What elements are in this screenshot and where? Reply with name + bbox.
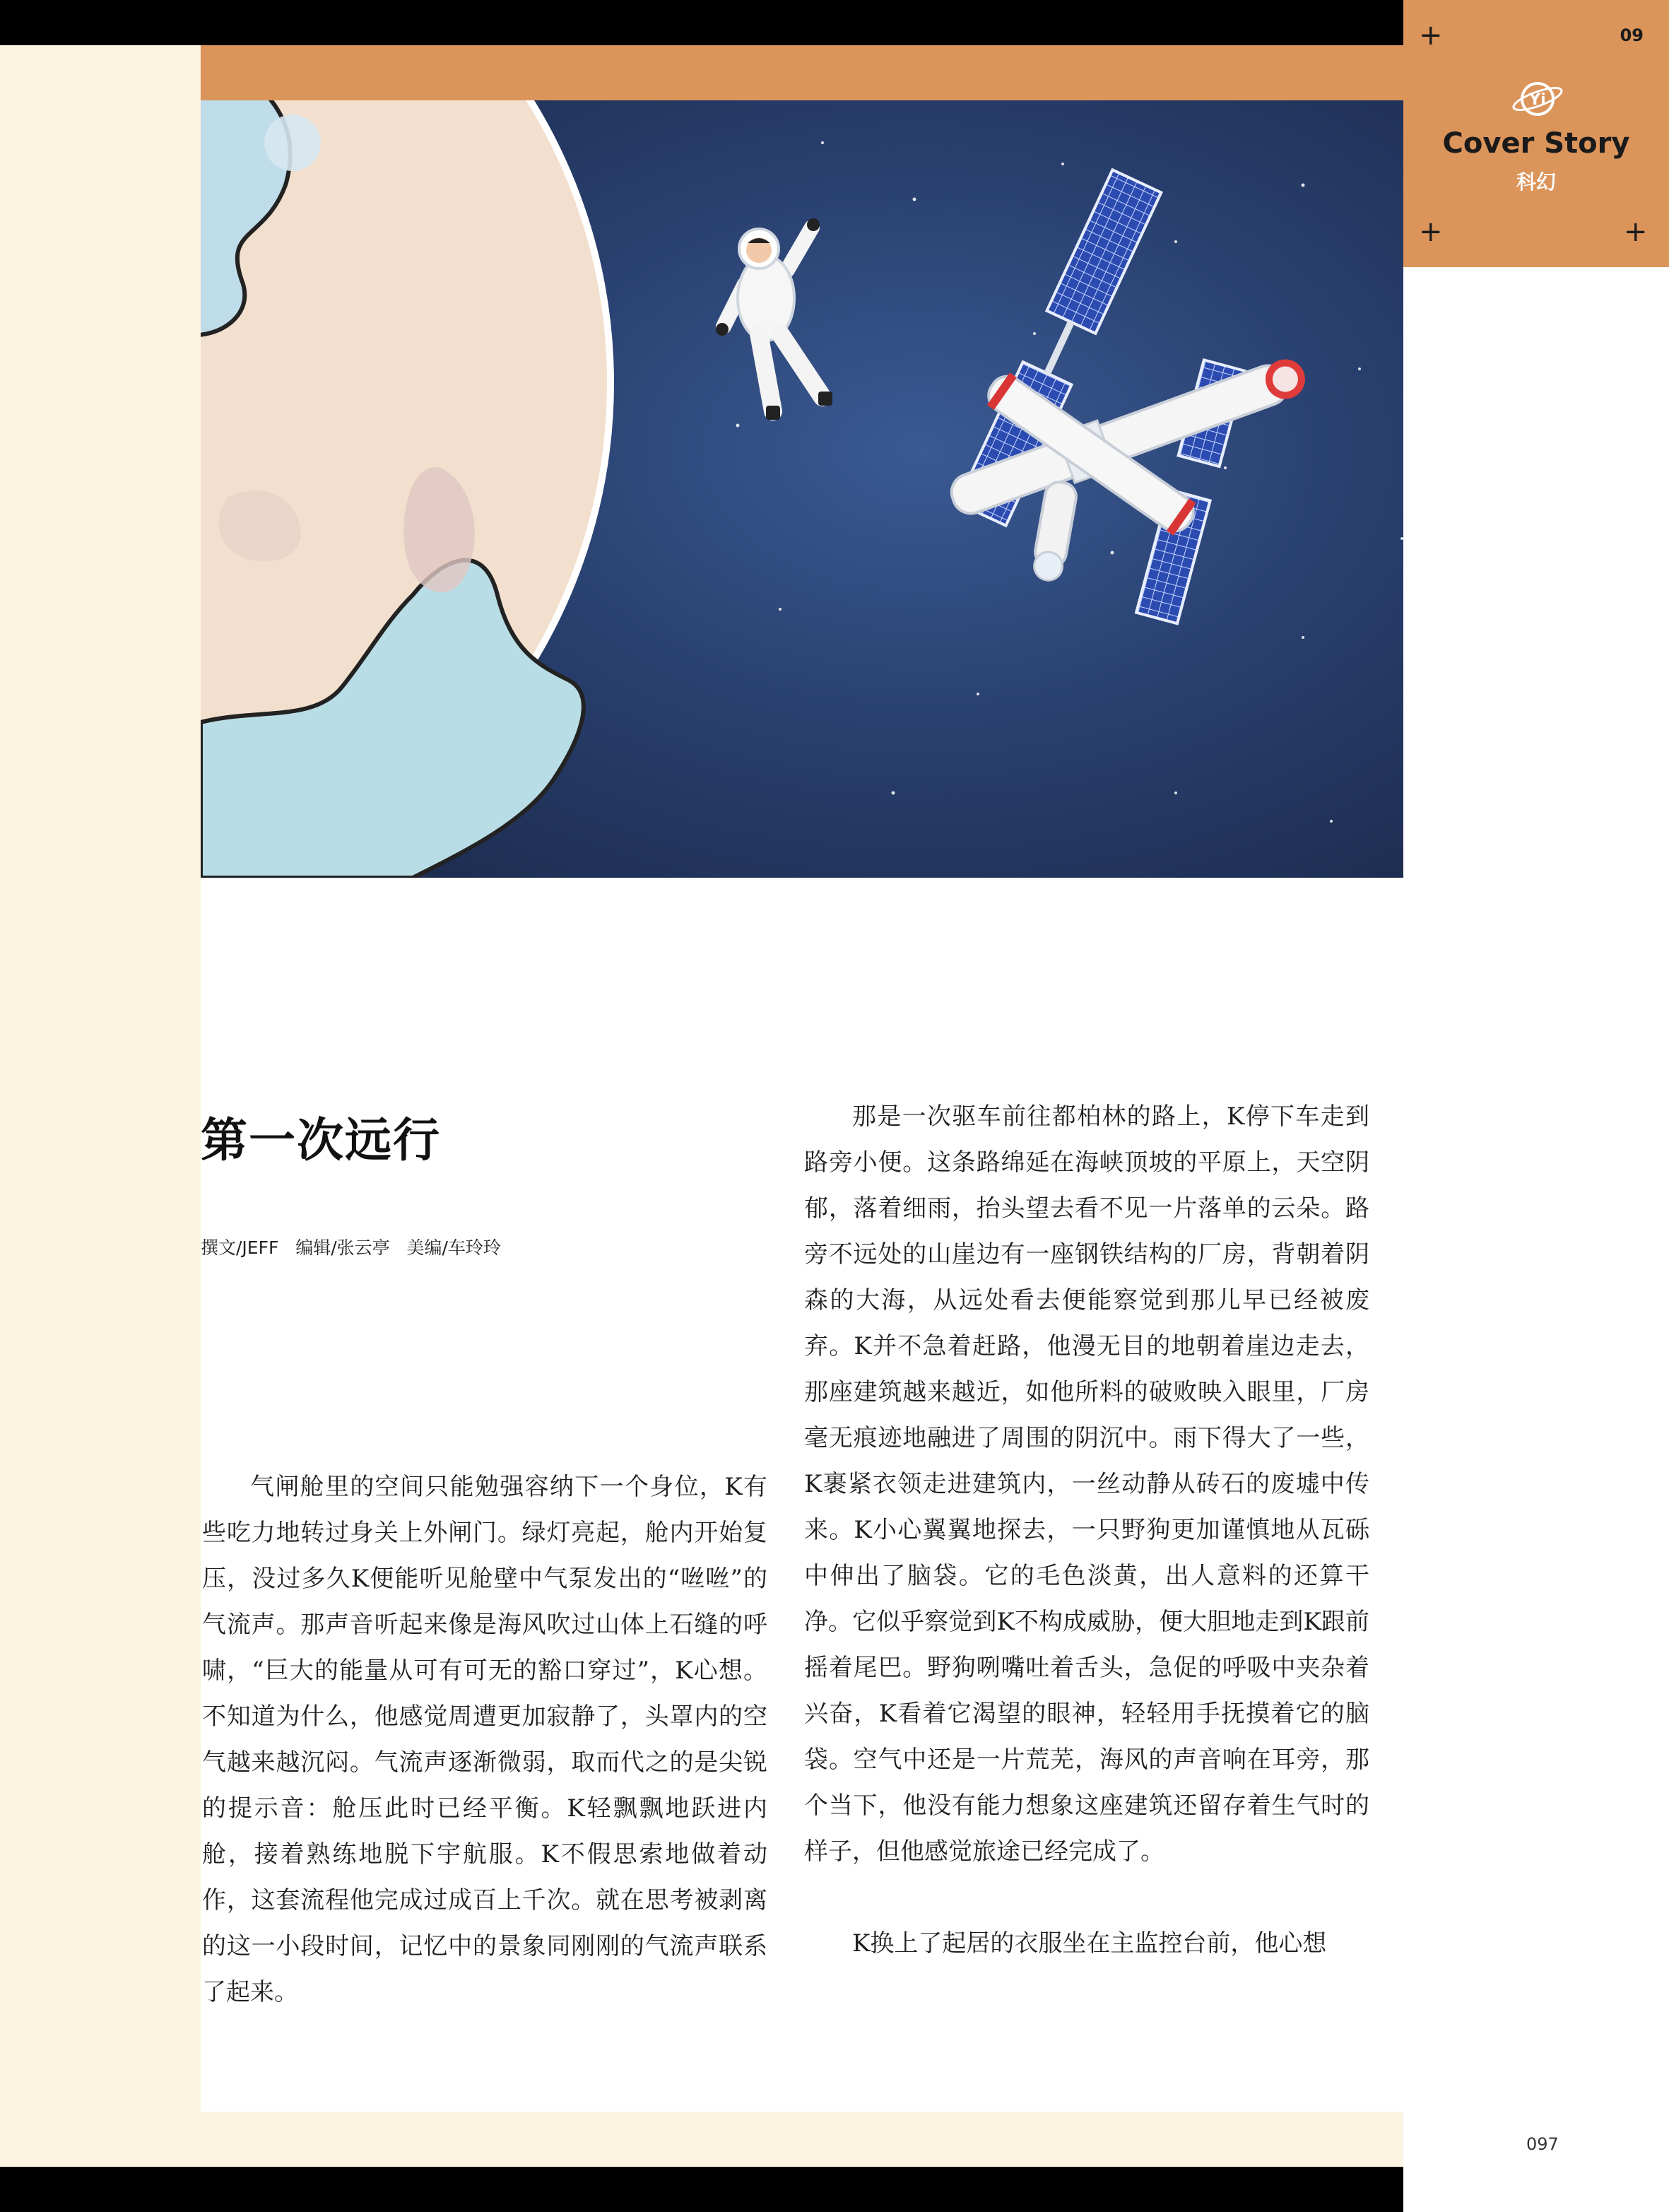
left-cream-margin bbox=[0, 45, 201, 2167]
space-illustration bbox=[201, 100, 1403, 878]
article-headline: 第一次远行 bbox=[201, 1113, 441, 1167]
yi-logo-icon bbox=[1511, 73, 1564, 123]
cover-story-title: Cover Story bbox=[1442, 127, 1630, 160]
cover-story-subtitle: 科幻 bbox=[1516, 170, 1556, 194]
section-number: 09 bbox=[1620, 25, 1644, 45]
paragraph: 那是一次驱车前往都柏林的路上，K停下车走到路旁小便。这条路绵延在海峡顶坡的平原上，天空阴郁，落着细雨，抬头望去看不见一片落单的云朵。路旁不远处的山崖边有一座钢铁结构的厂房，背朝着阴森的大海，从远处看去便能察觉到那儿早已经被废弃。K并不急着赶路，他漫无目的地朝着崖边走去，那座建筑越来越近，如他所料的破败映入眼里，厂房毫无痕迹地融进了周围的阴沉中。雨下得大了一些，K裹紧衣领走进建筑内，一丝动静从砖石的废墟中传来。K小心翼翼地探去，一只野狗更加谨慎地从瓦砾中伸出了脑袋。它的毛色淡黄，出人意料的还算干净。它似乎察觉到K不构成威胁，便大胆地走到K跟前摇着尾巴。野狗咧嘴吐着舌头，急促的呼吸中夹杂着兴奋，K看着它渴望的眼神，轻轻用手抚摸着它的脑袋。空气中还是一片荒芜，海风的声音响在耳旁，那个当下，他没有能力想象这座建筑还留存着生气时的样子，但他感觉旅途已经完成了。 bbox=[804, 1102, 1369, 1866]
page-number: 097 bbox=[1526, 2134, 1559, 2154]
plus-icon: + bbox=[1419, 19, 1443, 52]
bottom-black-bar bbox=[0, 2167, 1403, 2212]
plus-icon: + bbox=[1419, 216, 1443, 248]
paragraph: 气闸舱里的空间只能勉强容纳下一个身位，K有些吃力地转过身关上外闸门。绿灯亮起，舱内开始复压，没过多久K便能听见舱壁中气泵发出的“咝咝”的气流声。那声音听起来像是海风吹过山体上石缝的呼啸，“巨大的能量从可有可无的豁口穿过”，K心想。不知道为什么，他感觉周遭更加寂静了，头罩内的空气越来越沉闷。气流声逐渐微弱，取而代之的是尖锐的提示音：舱压此时已经平衡。K轻飘飘地跃进内舱，接着熟练地脱下宇航服。K不假思索地做着动作，这套流程他完成过成百上千次。就在思考被剥离的这一小段时间，记忆中的景象同刚刚的气流声联系了起来。 bbox=[202, 1473, 767, 2006]
article-byline: 撰文/JEFF 编辑/张云亭 美编/车玲玲 bbox=[201, 1237, 501, 1258]
orange-header-strip bbox=[201, 45, 1403, 100]
paragraph: K换上了起居的衣服坐在主监控台前，他心想 bbox=[852, 1929, 1327, 1958]
plus-icon: + bbox=[1624, 216, 1648, 248]
cover-story-badge bbox=[1403, 0, 1669, 267]
article-left-column bbox=[202, 1464, 767, 2016]
planet bbox=[201, 100, 611, 878]
bottom-cream-band bbox=[201, 2112, 1403, 2167]
logo-text: Yi bbox=[1529, 91, 1546, 109]
article-right-column bbox=[804, 1094, 1369, 1967]
